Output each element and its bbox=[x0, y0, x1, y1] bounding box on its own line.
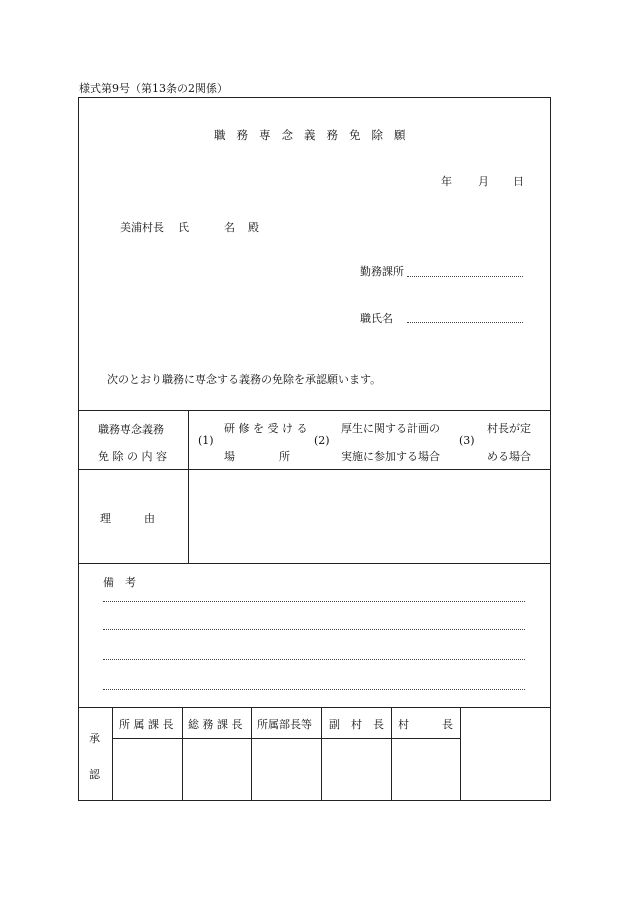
approval-label-top: 承 bbox=[89, 732, 100, 745]
name-label: 職氏名 bbox=[360, 312, 393, 325]
reason-label: 理 由 bbox=[100, 512, 155, 525]
approval-seal-box[interactable] bbox=[252, 739, 320, 800]
date-month-label: 月 bbox=[478, 175, 489, 188]
remarks-line[interactable] bbox=[103, 629, 525, 630]
approval-seal-box[interactable] bbox=[113, 739, 181, 800]
option-3-line2: める場合 bbox=[487, 450, 531, 463]
dept-field-line[interactable] bbox=[407, 276, 523, 277]
approval-col-deputy-mayor: 副 村 長 bbox=[329, 718, 384, 731]
approval-seal-box[interactable] bbox=[392, 739, 459, 800]
date-year-label: 年 bbox=[441, 175, 452, 188]
option-2-line2: 実施に参加する場合 bbox=[341, 450, 440, 463]
remarks-top-border bbox=[78, 563, 551, 564]
option-2-number: (2) bbox=[314, 434, 330, 447]
form-title: 職務専念義務免除願 bbox=[214, 128, 417, 142]
approval-seal-box[interactable] bbox=[322, 739, 390, 800]
approval-seal-box[interactable] bbox=[183, 739, 250, 800]
option-2-line1: 厚生に関する計画の bbox=[341, 422, 440, 435]
option-3-number: (3) bbox=[459, 434, 475, 447]
addressee-mei: 名 bbox=[224, 221, 235, 234]
exemption-label-line1: 職務専念義務 bbox=[98, 423, 164, 436]
approval-col-general-affairs-chief: 総 務 課 長 bbox=[188, 718, 243, 731]
approval-top-border bbox=[78, 707, 551, 708]
approval-divider bbox=[460, 707, 461, 801]
approval-col-section-chief: 所 属 課 長 bbox=[119, 718, 174, 731]
addressee-prefix: 美浦村長 bbox=[120, 221, 164, 234]
date-day-label: 日 bbox=[513, 175, 524, 188]
approval-col-department-head: 所属部長等 bbox=[257, 718, 312, 731]
request-text: 次のとおり職務に専念する義務の免除を承認願います。 bbox=[107, 373, 382, 386]
option-1-number: (1) bbox=[198, 434, 214, 447]
reason-field[interactable] bbox=[189, 470, 550, 562]
remarks-line[interactable] bbox=[103, 659, 525, 660]
remarks-line[interactable] bbox=[103, 601, 525, 602]
remarks-line[interactable] bbox=[103, 689, 525, 690]
option-1-line1: 研 修 を 受 け る bbox=[224, 422, 308, 435]
exemption-top-border bbox=[78, 410, 551, 411]
dept-label: 勤務課所 bbox=[360, 265, 404, 278]
approval-col-mayor: 村 長 bbox=[398, 718, 453, 731]
form-number-label: 様式第9号（第13条の2関係） bbox=[79, 82, 228, 95]
name-field-line[interactable] bbox=[407, 322, 523, 323]
option-1-line2: 場 所 bbox=[224, 450, 290, 463]
approval-label-bottom: 認 bbox=[89, 768, 100, 781]
addressee-shi: 氏 bbox=[178, 221, 189, 234]
exemption-label-line2: 免 除 の 内 容 bbox=[98, 450, 167, 463]
option-3-line1: 村長が定 bbox=[487, 422, 531, 435]
addressee-dono: 殿 bbox=[248, 221, 259, 234]
remarks-label: 備 考 bbox=[103, 576, 136, 589]
